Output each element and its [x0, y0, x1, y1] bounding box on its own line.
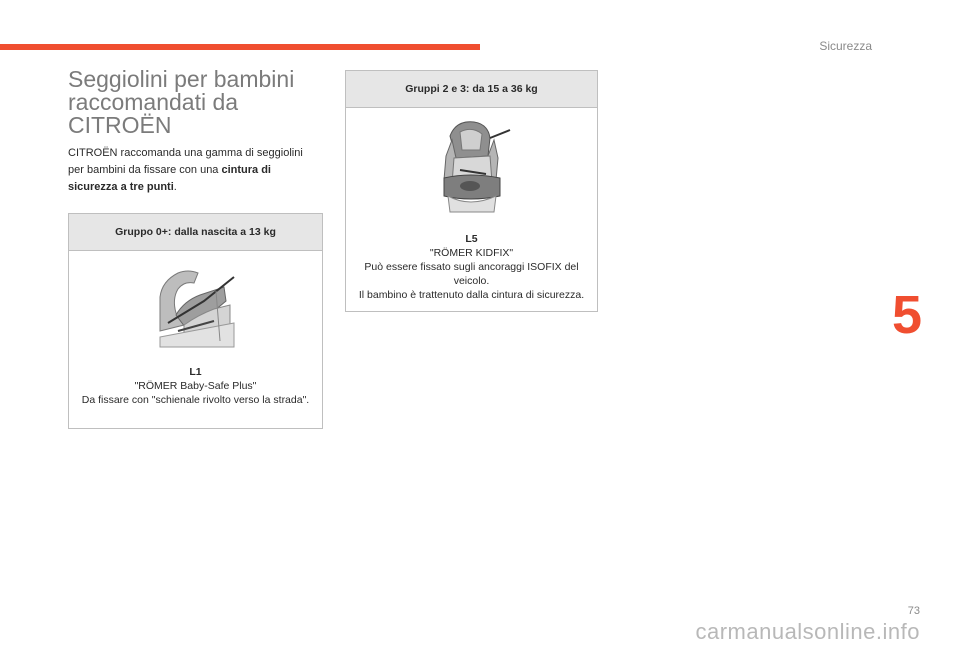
seat-code: L1	[189, 366, 202, 378]
box-caption	[346, 232, 597, 302]
box-header: Gruppo 0+: dalla nascita a 13 kg	[69, 214, 322, 251]
intro-text: CITROËN raccomanda una gamma di seggiolini per bambini da fissare con una	[68, 147, 303, 176]
title-line: raccomandati da	[68, 89, 239, 115]
section-label: Sicurezza	[819, 39, 872, 53]
box-caption	[69, 365, 322, 407]
seat-model: "RÖMER KIDFIX"	[429, 247, 514, 259]
seat-box-l5	[345, 70, 598, 312]
intro-end: .	[173, 181, 177, 193]
seat-box-l1	[68, 213, 323, 429]
intro-paragraph	[68, 145, 318, 196]
watermark: carmanualsonline.info	[695, 619, 920, 644]
title-line: Seggiolini per bambini	[68, 66, 295, 92]
caption-line: Da fissare con "schienale rivolto verso la strada".	[81, 394, 310, 406]
rear-facing-infant-seat-illustration	[69, 261, 322, 353]
caption-line: Il bambino è trattenuto dalla cintura di sicurezza.	[358, 289, 585, 301]
chapter-number: 5	[891, 285, 922, 345]
intro-bold-text: cintura di sicurezza a tre punti	[68, 164, 271, 193]
page-number: 73	[907, 605, 920, 617]
page-title	[68, 68, 318, 137]
booster-seat-illustration	[346, 116, 597, 216]
seat-code: L5	[465, 233, 478, 245]
box-header: Gruppi 2 e 3: da 15 a 36 kg	[346, 71, 597, 108]
caption-line: Può essere fissato sugli ancoraggi ISOFIX del veicolo.	[364, 261, 579, 287]
header-accent-bar	[0, 44, 480, 50]
title-line: CITROËN	[68, 112, 172, 138]
seat-model: "RÖMER Baby-Safe Plus"	[134, 380, 257, 392]
